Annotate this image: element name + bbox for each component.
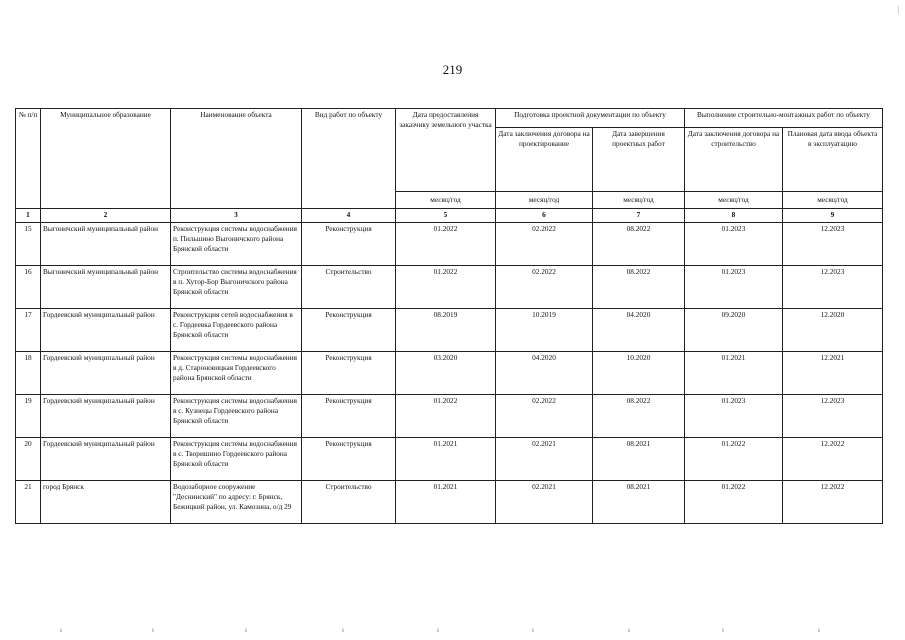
header-work-type: Вид работ по объекту [302, 109, 396, 209]
design-end-cell: 08.2022 [593, 266, 685, 309]
commission-date-cell: 12.2021 [783, 352, 883, 395]
municipality-cell: Гордеевский муниципальный район [41, 352, 171, 395]
commission-date-cell: 12.2022 [783, 438, 883, 481]
row-number: 16 [16, 266, 41, 309]
table-body [16, 223, 883, 524]
column-number: 6 [496, 209, 593, 223]
land-date-cell: 03.2020 [396, 352, 496, 395]
object-name-cell: Реконструкция системы водоснабжения в с. Кузнецы Гордеевского района Брянской области [171, 395, 302, 438]
municipality-cell: город Брянск [41, 481, 171, 524]
commission-date-cell: 12.2023 [783, 266, 883, 309]
column-numbers-row [16, 209, 883, 223]
unit-cell: месяц/год [685, 192, 783, 209]
municipality-cell: Выгоничский муниципальный район [41, 223, 171, 266]
column-number: 1 [16, 209, 41, 223]
column-number: 2 [41, 209, 171, 223]
design-end-cell: 10.2020 [593, 352, 685, 395]
header-design-group: Подготовка проектной документации по объекту [496, 109, 685, 128]
header-build-contract: Дата заключения договора на строительство [685, 128, 783, 192]
design-end-cell: 08.2022 [593, 395, 685, 438]
municipality-cell: Выгоничский муниципальный район [41, 266, 171, 309]
municipality-cell: Гордеевский муниципальный район [41, 309, 171, 352]
row-number: 15 [16, 223, 41, 266]
object-name-cell: Реконструкция системы водоснабжения в д. Староновицкая Гордеевского района Брянской области [171, 352, 302, 395]
header-commission: Плановая дата ввода объекта в эксплуатацию [783, 128, 883, 192]
row-number: 20 [16, 438, 41, 481]
row-number: 19 [16, 395, 41, 438]
column-number: 3 [171, 209, 302, 223]
design-contract-cell: 02.2021 [496, 438, 593, 481]
unit-cell: месяц/год [593, 192, 685, 209]
object-name-cell: Водозаборное сооружение "Деснинский" по адресу: г. Брянск, Бежицкий район, ул. Камозина, о/д 29 [171, 481, 302, 524]
land-date-cell: 08.2019 [396, 309, 496, 352]
object-name-cell: Реконструкция системы водоснабжения в с. Творишино Гордеевского района Брянской области [171, 438, 302, 481]
header-design-end: Дата завершения проектных работ [593, 128, 685, 192]
land-date-cell: 01.2022 [396, 395, 496, 438]
page-number: 219 [442, 62, 463, 77]
design-contract-cell: 02.2022 [496, 266, 593, 309]
commission-date-cell: 12.2023 [783, 395, 883, 438]
row-number: 21 [16, 481, 41, 524]
table-row [16, 309, 883, 352]
land-date-cell: 01.2021 [396, 481, 496, 524]
header-object: Наименование объекта [171, 109, 302, 209]
land-date-cell: 01.2022 [396, 266, 496, 309]
header-land-date: Дата предоставления заказчику земельного участка [396, 109, 496, 192]
table-row [16, 438, 883, 481]
column-number: 4 [302, 209, 396, 223]
build-contract-cell: 01.2022 [685, 481, 783, 524]
row-number: 17 [16, 309, 41, 352]
column-number: 5 [396, 209, 496, 223]
table-row [16, 395, 883, 438]
unit-cell: месяц/год [783, 192, 883, 209]
object-name-cell: Реконструкция сетей водоснабжения в с. Гордеевка Гордеевского района Брянской области [171, 309, 302, 352]
design-contract-cell: 04.2020 [496, 352, 593, 395]
object-name-cell: Реконструкция системы водоснабжения п. Пильшино Выгоничского района Брянской области [171, 223, 302, 266]
table-row [16, 266, 883, 309]
scan-bottom-marks: ı ι ı ı ı ι ı ι ı [60, 626, 820, 634]
work-type-cell: Строительство [302, 266, 396, 309]
column-number: 9 [783, 209, 883, 223]
design-contract-cell: 02.2021 [496, 481, 593, 524]
build-contract-cell: 09.2020 [685, 309, 783, 352]
design-contract-cell: 10.2019 [496, 309, 593, 352]
header-num: № п/п [16, 109, 41, 209]
build-contract-cell: 01.2023 [685, 395, 783, 438]
row-number: 18 [16, 352, 41, 395]
build-contract-cell: 01.2021 [685, 352, 783, 395]
commission-date-cell: 12.2020 [783, 309, 883, 352]
design-contract-cell: 02.2022 [496, 395, 593, 438]
header-build-group: Выполнение строительно-монтажных работ по объекту [685, 109, 883, 128]
unit-cell: месяц/год [396, 192, 496, 209]
municipality-cell: Гордеевский муниципальный район [41, 395, 171, 438]
header-design-contract: Дата заключения договора на проектирование [496, 128, 593, 192]
municipality-cell: Гордеевский муниципальный район [41, 438, 171, 481]
design-contract-cell: 02.2022 [496, 223, 593, 266]
work-type-cell: Строительство [302, 481, 396, 524]
build-contract-cell: 01.2022 [685, 438, 783, 481]
header-municipality: Муниципальное образование [41, 109, 171, 209]
projects-table [15, 108, 883, 524]
work-type-cell: Реконструкция [302, 438, 396, 481]
commission-date-cell: 12.2023 [783, 223, 883, 266]
table-row [16, 481, 883, 524]
land-date-cell: 01.2022 [396, 223, 496, 266]
object-name-cell: Строительство системы водоснабжения в п. Хутор-Бор Выгоничского района Брянской области [171, 266, 302, 309]
work-type-cell: Реконструкция [302, 309, 396, 352]
design-end-cell: 08.2022 [593, 223, 685, 266]
land-date-cell: 01.2021 [396, 438, 496, 481]
design-end-cell: 08.2021 [593, 481, 685, 524]
build-contract-cell: 01.2023 [685, 266, 783, 309]
work-type-cell: Реконструкция [302, 395, 396, 438]
work-type-cell: Реконструкция [302, 352, 396, 395]
header-row-top [16, 109, 883, 128]
column-number: 8 [685, 209, 783, 223]
commission-date-cell: 12.2022 [783, 481, 883, 524]
design-end-cell: 04.2020 [593, 309, 685, 352]
table-row [16, 352, 883, 395]
column-number: 7 [593, 209, 685, 223]
design-end-cell: 08.2021 [593, 438, 685, 481]
scan-edge-mark: | [897, 4, 899, 14]
unit-cell: месяц/год [496, 192, 593, 209]
work-type-cell: Реконструкция [302, 223, 396, 266]
build-contract-cell: 01.2023 [685, 223, 783, 266]
table-row [16, 223, 883, 266]
